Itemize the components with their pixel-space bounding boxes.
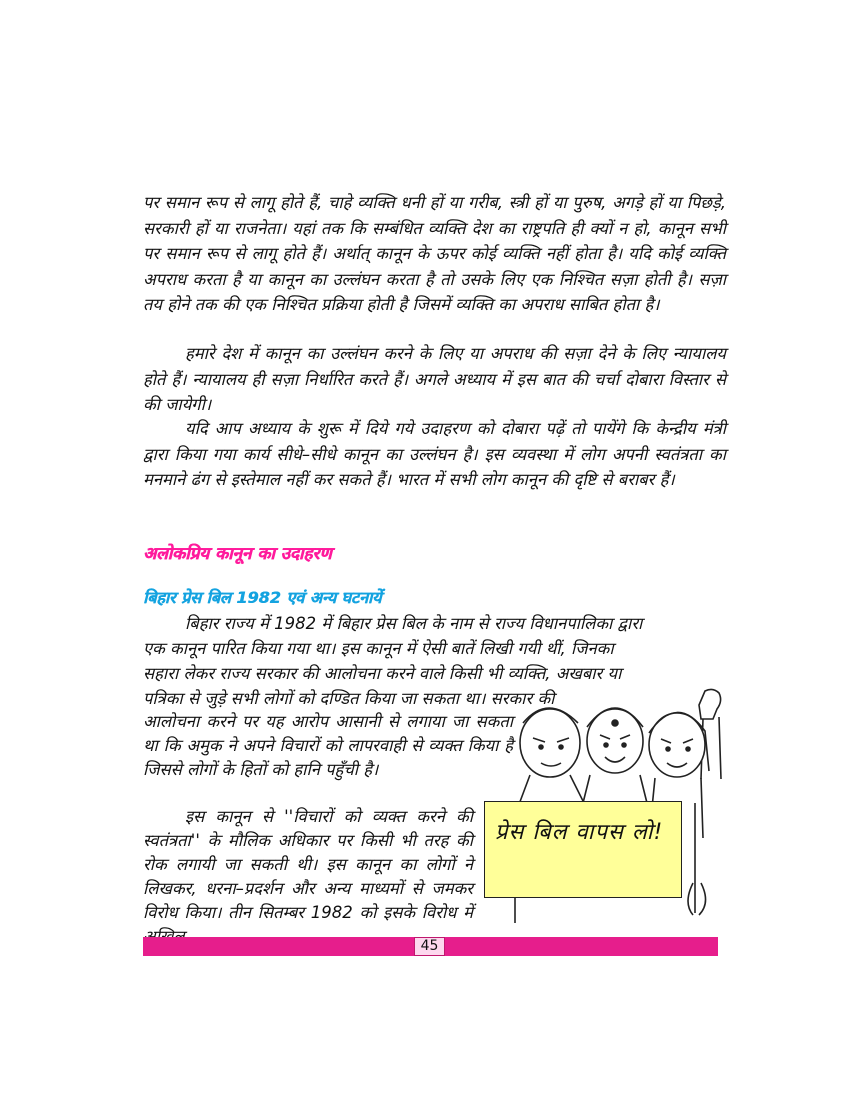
paragraph-minister-example: यदि आप अध्याय के शुरू में दिये गये उदाहरण को दोबारा पढ़ें तो पायेंगे कि केन्द्रीय मंत्री द्वारा किया गया कार्य सीधे–सीधे कानून का उल्लंघन है। इस व्यवस्था में लोग अपनी स्वतंत्रता का मनमाने ढंग से इस्तेमाल नहीं कर सकते हैं। भारत में सभी लोग कानून की दृष्टि से बराबर हैं। [143,419,726,489]
section-heading-unpopular-law: अलोकप्रिय कानून का उदाहरण [143,544,332,564]
bindi-icon [612,720,618,726]
page-number: 45 [414,937,445,956]
protester-middle-head [587,709,643,773]
paragraph-courts: हमारे देश में कानून का उल्लंघन करने के लिए या अपराध की सज़ा देने के लिए न्यायालय होते हैं। न्यायालय ही सज़ा निर्धारित करते हैं। अगले अध्याय में इस बात की चर्चा दोबारा विस्तार से की जायेगी। [143,344,726,414]
bihar-line-2: एक कानून पारित किया गया था। इस कानून में ऐसी बातें लिखी गयी थीं, जिनका [143,639,614,658]
raised-fist [699,689,721,719]
placard-slogan: प्रेस बिल वापस लो! [495,820,664,845]
paragraph-freedom-of-expression: इस कानून से ''विचारों को व्यक्त करने की स्वतंत्रता'' के मौलिक अधिकार पर किसी भी तरह की रोक लगायी जा सकती थी। इस कानून का लोगों ने लिखकर, धरना–प्रदर्शन और अन्य माध्यमों से जमकर विरोध किया। तीन सितम्बर 1982 को इसके विरोध में [143,807,473,922]
subheading-bihar-press-bill: बिहार प्रेस बिल 1982 एवं अन्य घटनायें [143,588,382,607]
bihar-line-1: बिहार राज्य में 1982 में बिहार प्रेस बिल के नाम से राज्य विधानपालिका द्वारा [185,614,643,633]
paragraph-criticism: आलोचना करने पर यह आरोप आसानी से लगाया जा सकता था कि अमुक ने अपने विचारों को लापरवाही से व्यक्त किया है जिससे लोगों के हितों को हानि पहुँची है। [143,712,513,779]
bihar-line-4: पत्रिका से जुड़े सभी लोगों को दण्डित किया जा सकता था। सरकार की [143,689,555,708]
bihar-line-3: सहारा लेकर राज्य सरकार की आलोचना करने वाले किसी भी व्यक्ति, अखबार या [143,664,622,683]
protester-left-head [520,709,580,777]
protest-placard [484,801,682,898]
paragraph-equality-before-law: पर समान रूप से लागू होते हैं, चाहे व्यक्ति धनी हों या गरीब, स्त्री हों या पुरुष, अगड़े हों या पिछड़े, सरकारी हों या राजनेता। यहां तक कि सम्बंधित व्यक्ति देश का राष्ट्रपति ही क्यों न हो, कानून सभी पर समान रूप से लागू होते हैं। अर्थात् कानून के ऊपर कोई व्यक्ति नहीं होता है। यदि कोई व्यक्ति अपराध करता है या कानून का उल्लंघन करता है तो उसके लिए एक निश्चित सज़ा होती है। सज़ा तय होने तक की एक निश्चित प्रक्रिया होती है जिसमें व्यक्ति का अपराध साबित होता है। [143,193,726,314]
